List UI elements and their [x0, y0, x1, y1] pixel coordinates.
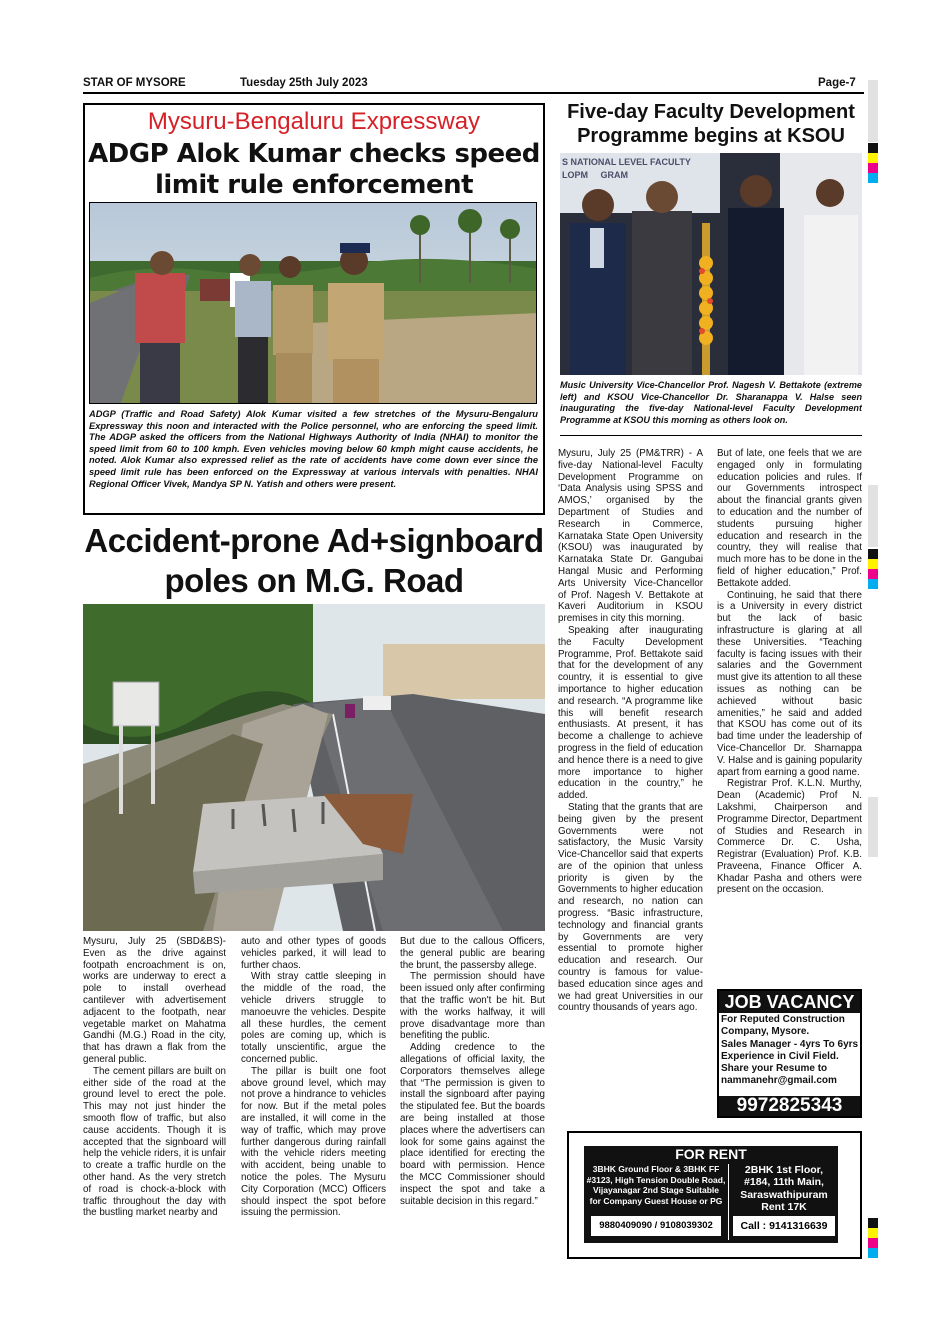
story3-headline-line1: Five-day Faculty Development [567, 101, 855, 123]
story3-caption: Music University Vice-Chancellor Prof. Nagesh V. Bettakote (extreme left) and KSOU Vice-Chancellor Dr. Sharanappa V. Halse seen inaugurating the five-day National-level Faculty Development Programme at KSOU this morning as others look on. [560, 380, 862, 425]
margin-strip [868, 485, 878, 547]
margin-strip [868, 797, 878, 857]
rent-ad-line: 3BHK Ground Floor & 3BHK FF [592, 1164, 720, 1174]
story2-col2-para: With stray cattle sleeping in the middle of the road, the vehicle drivers struggle to manoeuvre the vehicles. Despite all these hurdles, the cement poles are coming up, which is totally unscientific, argue the concerned public. [241, 971, 386, 1065]
story1-headline-line1: ADGP Alok Kumar checks speed [88, 139, 540, 169]
story2-col3-para: Adding credence to the allegations of official laxity, the Corporators themselves allege that “The permission is given to install the signboard after paying the stipulated fee. But the boards are being installed at those places where the advertisers can look for some gains against the place identified for erecting the board with permission. Hence the MCC Commissioner should inspect the spot and take a suitable decision in this regard.” [400, 1042, 545, 1207]
job-ad-email[interactable]: nammanehr@gmail.com [721, 1075, 837, 1087]
ksou-banner-text-line1: S NATIONAL LEVEL FACULTY [562, 157, 691, 167]
job-ad-phone[interactable]: 9972825343 [719, 1096, 860, 1116]
story3-column-2 [717, 448, 862, 988]
rent-ad-line: Vijayanagar 2nd Stage Suitable [593, 1185, 719, 1196]
masthead-date: Tuesday 25th July 2023 [240, 77, 368, 89]
rent-ad-line: #3123, High Tension Double Road, [586, 1174, 726, 1185]
story2-column-3 [400, 936, 545, 1266]
color-registration-marks [868, 549, 878, 589]
story3-col1-para: Stating that the grants that are being given by the present Governments were not satisfactory, the Music Varsity Vice-Chancellor said that experts are of the opinion that unless priority is given by the Governments to higher education and research, no nation can progress. “Basic infrastructure, technology and financial grants by Governments are very essential to promote higher education and research. Our country is famous for value-based education since ages and we had great Universities in our country thousands of years ago. [558, 801, 703, 1014]
rent-ad-line: #184, 11th Main, [744, 1176, 824, 1189]
rent-ad-divider [728, 1164, 729, 1240]
rent-ad-left-listing [586, 1164, 726, 1206]
masthead-paper: STAR OF MYSORE [83, 77, 186, 89]
story1-kicker: Mysuru-Bengaluru Expressway [147, 108, 481, 135]
masthead-rule [83, 92, 864, 94]
story1-headline-line2: limit rule enforcement [154, 170, 474, 200]
story2-col2-para: auto and other types of goods vehicles parked, it will lead to further chaos. [241, 936, 386, 971]
story2-col2-para: The pillar is built one foot above ground level, which may not prove a hindrance to vehicles for now. But if the metal poles are installed, it will come in the way of traffic, which may prove further dangerous during rainfall with the vehicle riders meeting with accident, being unable to notice the poles. The Mysuru City Corporation (MCC) Officers should inspect the spot before issuing the permission. [241, 1065, 386, 1219]
rent-ad-line: for Company Guest House or PG [589, 1195, 723, 1206]
story2-col3-para: But due to the callous Officers, the general public are bearing the brunt, the passersby allege. [400, 936, 545, 971]
story2-column-1 [83, 936, 226, 1266]
masthead-page: Page-7 [818, 77, 856, 89]
rent-ad-left-phone[interactable]: 9880409090 / 9108039302 [591, 1216, 721, 1236]
ksou-photo [560, 153, 862, 375]
rent-ad-title: FOR RENT [675, 1146, 747, 1162]
story2-col1-para: The cement pillars are built on either side of the road at the ground level to erect the pole. This may not just hinder the smooth flow of traffic, but also cause accidents. Though it is accepted that the signboard will help the vehicle riders, it is unfair to create a traffic hurdle on the other hand. As the very stretch of road is chock-a-block with traffic throughout the day with the bustling market nearby and [83, 1065, 226, 1219]
color-registration-marks [868, 1218, 878, 1258]
margin-strip [868, 80, 878, 142]
story3-headline-line2: Programme begins at KSOU [577, 125, 845, 147]
rent-ad-line: Saraswathipuram [740, 1188, 828, 1201]
ksou-banner-text-line2: LOPM GRAM [562, 170, 628, 180]
story3-col1-para: Speaking after inaugurating the Faculty Development Programme, Prof. Bettakote said that for the development of any country, it is essential to give importance to higher education and research. “A programme like this will benefit research enthusiasts. At present, it has become a challenge to achieve progress in the field of education and hence there is a need to give more importance to higher education in the country,” he added. [558, 624, 703, 802]
job-ad-line: For Reputed Construction [721, 1014, 845, 1025]
story3-col2-para: Registrar Prof. K.L.N. Murthy, Dean (Academic) Prof N. Lakshmi, Chairperson and Programme Director, Department of Studies and Research in Commerce Dr. C. Usha, Registrar (Evaluation) Prof. K.B. Praveena, Finance Officer A. Khadar Pasha and others were present on the occasion. [717, 778, 862, 896]
job-ad-line: Company, Mysore. [721, 1026, 810, 1038]
story2-col3-para: The permission should have been issued only after confirming that the traffic won't be hit. But with the works halfway, it will prove disadvantage more than benefiting the public. [400, 971, 545, 1042]
story1-caption: ADGP (Traffic and Road Safety) Alok Kumar visited a few stretches of the Mysuru-Bengaluru Expressway this noon and interacted with the Police personnel, who are enforcing the speed limit. The ADGP asked the officers from the National Highways Authority of India (NHAI) to monitor the speed limit from 60 to 100 kmph. Even vehicles moving below 60 kmph might cause accidents, he noted. Alok Kumar also expressed relief as the rate of accidents have come down ever since the speed limit rule has been enforced on the Expressway at various intervals with penalties. NHAI Regional Officer Vivek, Mandya SP N. Yatish and others were present. [89, 409, 538, 489]
job-ad-body [721, 1014, 860, 1088]
story3-col2-para: But of late, one feels that we are engaged only in formulating education policies and rules. If our Governments introspect about the financial grants given to education and the number of students pursuing higher education and research in the country, they will realise that much more has to be done in the field of higher education,” Prof. Bettakote added. [717, 448, 862, 589]
story3-col2-para: Continuing, he said that there is a University in every district but the lack of basic infrastructure is glaring at all these Universities. “Teaching faculty is facing issues with their salaries and the Government must give its attention to all these issues as nothing can be achieved without basic amenities,” he said and added that KSOU has come out of its bad time under the leadership of Vice-Chancellor Dr. Sharnappa V. Halse and is gaining popularity apart from earning a good name. [717, 589, 862, 778]
expressway-photo [89, 202, 537, 404]
story3-col1-para: Mysuru, July 25 (PM&TRR) - A five-day National-level Faculty Development Programme on ‘Data Analysis using SPSS and AMOS,’ organised by the Department of Studies and Research in Commerce, Karnataka State Open University (KSOU) was inaugurated by Karnataka State Dr. Gangubai Hangal Music and Performing Arts University Vice-Chancellor of Prof. Nagesh V. Bettakote at Kaveri Auditorium in KSOU premises in city this morning. [558, 448, 703, 625]
job-ad-line: Share your Resume to [721, 1063, 828, 1075]
color-registration-marks [868, 143, 878, 183]
rent-ad-right-listing [731, 1164, 837, 1213]
rent-ad-line: Rent 17K [761, 1200, 807, 1213]
story3-column-1 [558, 448, 703, 1120]
mg-road-photo [83, 604, 545, 931]
rent-ad-line: 2BHK 1st Floor, [744, 1164, 824, 1176]
story2-headline-line1: Accident-prone Ad+signboard [84, 522, 544, 559]
story2-column-2 [241, 936, 386, 1266]
job-ad-title: JOB VACANCY [719, 991, 860, 1013]
job-ad-line: Sales Manager - 4yrs To 6yrs [721, 1038, 859, 1050]
story2-headline-line2: poles on M.G. Road [164, 562, 464, 599]
story3-caption-underline [560, 435, 862, 436]
job-ad-line: Experience in Civil Field. [721, 1050, 839, 1062]
rent-ad-right-phone[interactable]: Call : 9141316639 [733, 1216, 835, 1236]
story2-col1-para: Mysuru, July 25 (SBD&BS)- Even as the drive against footpath encroachment is on, works are underway to erect a pole to install overhead cantilever with advertisement adjacent to the footpath, near vegetable market on Mahatma Gandhi (M.G.) Road in the city, that has drawn a flak from the general public. [83, 936, 226, 1065]
